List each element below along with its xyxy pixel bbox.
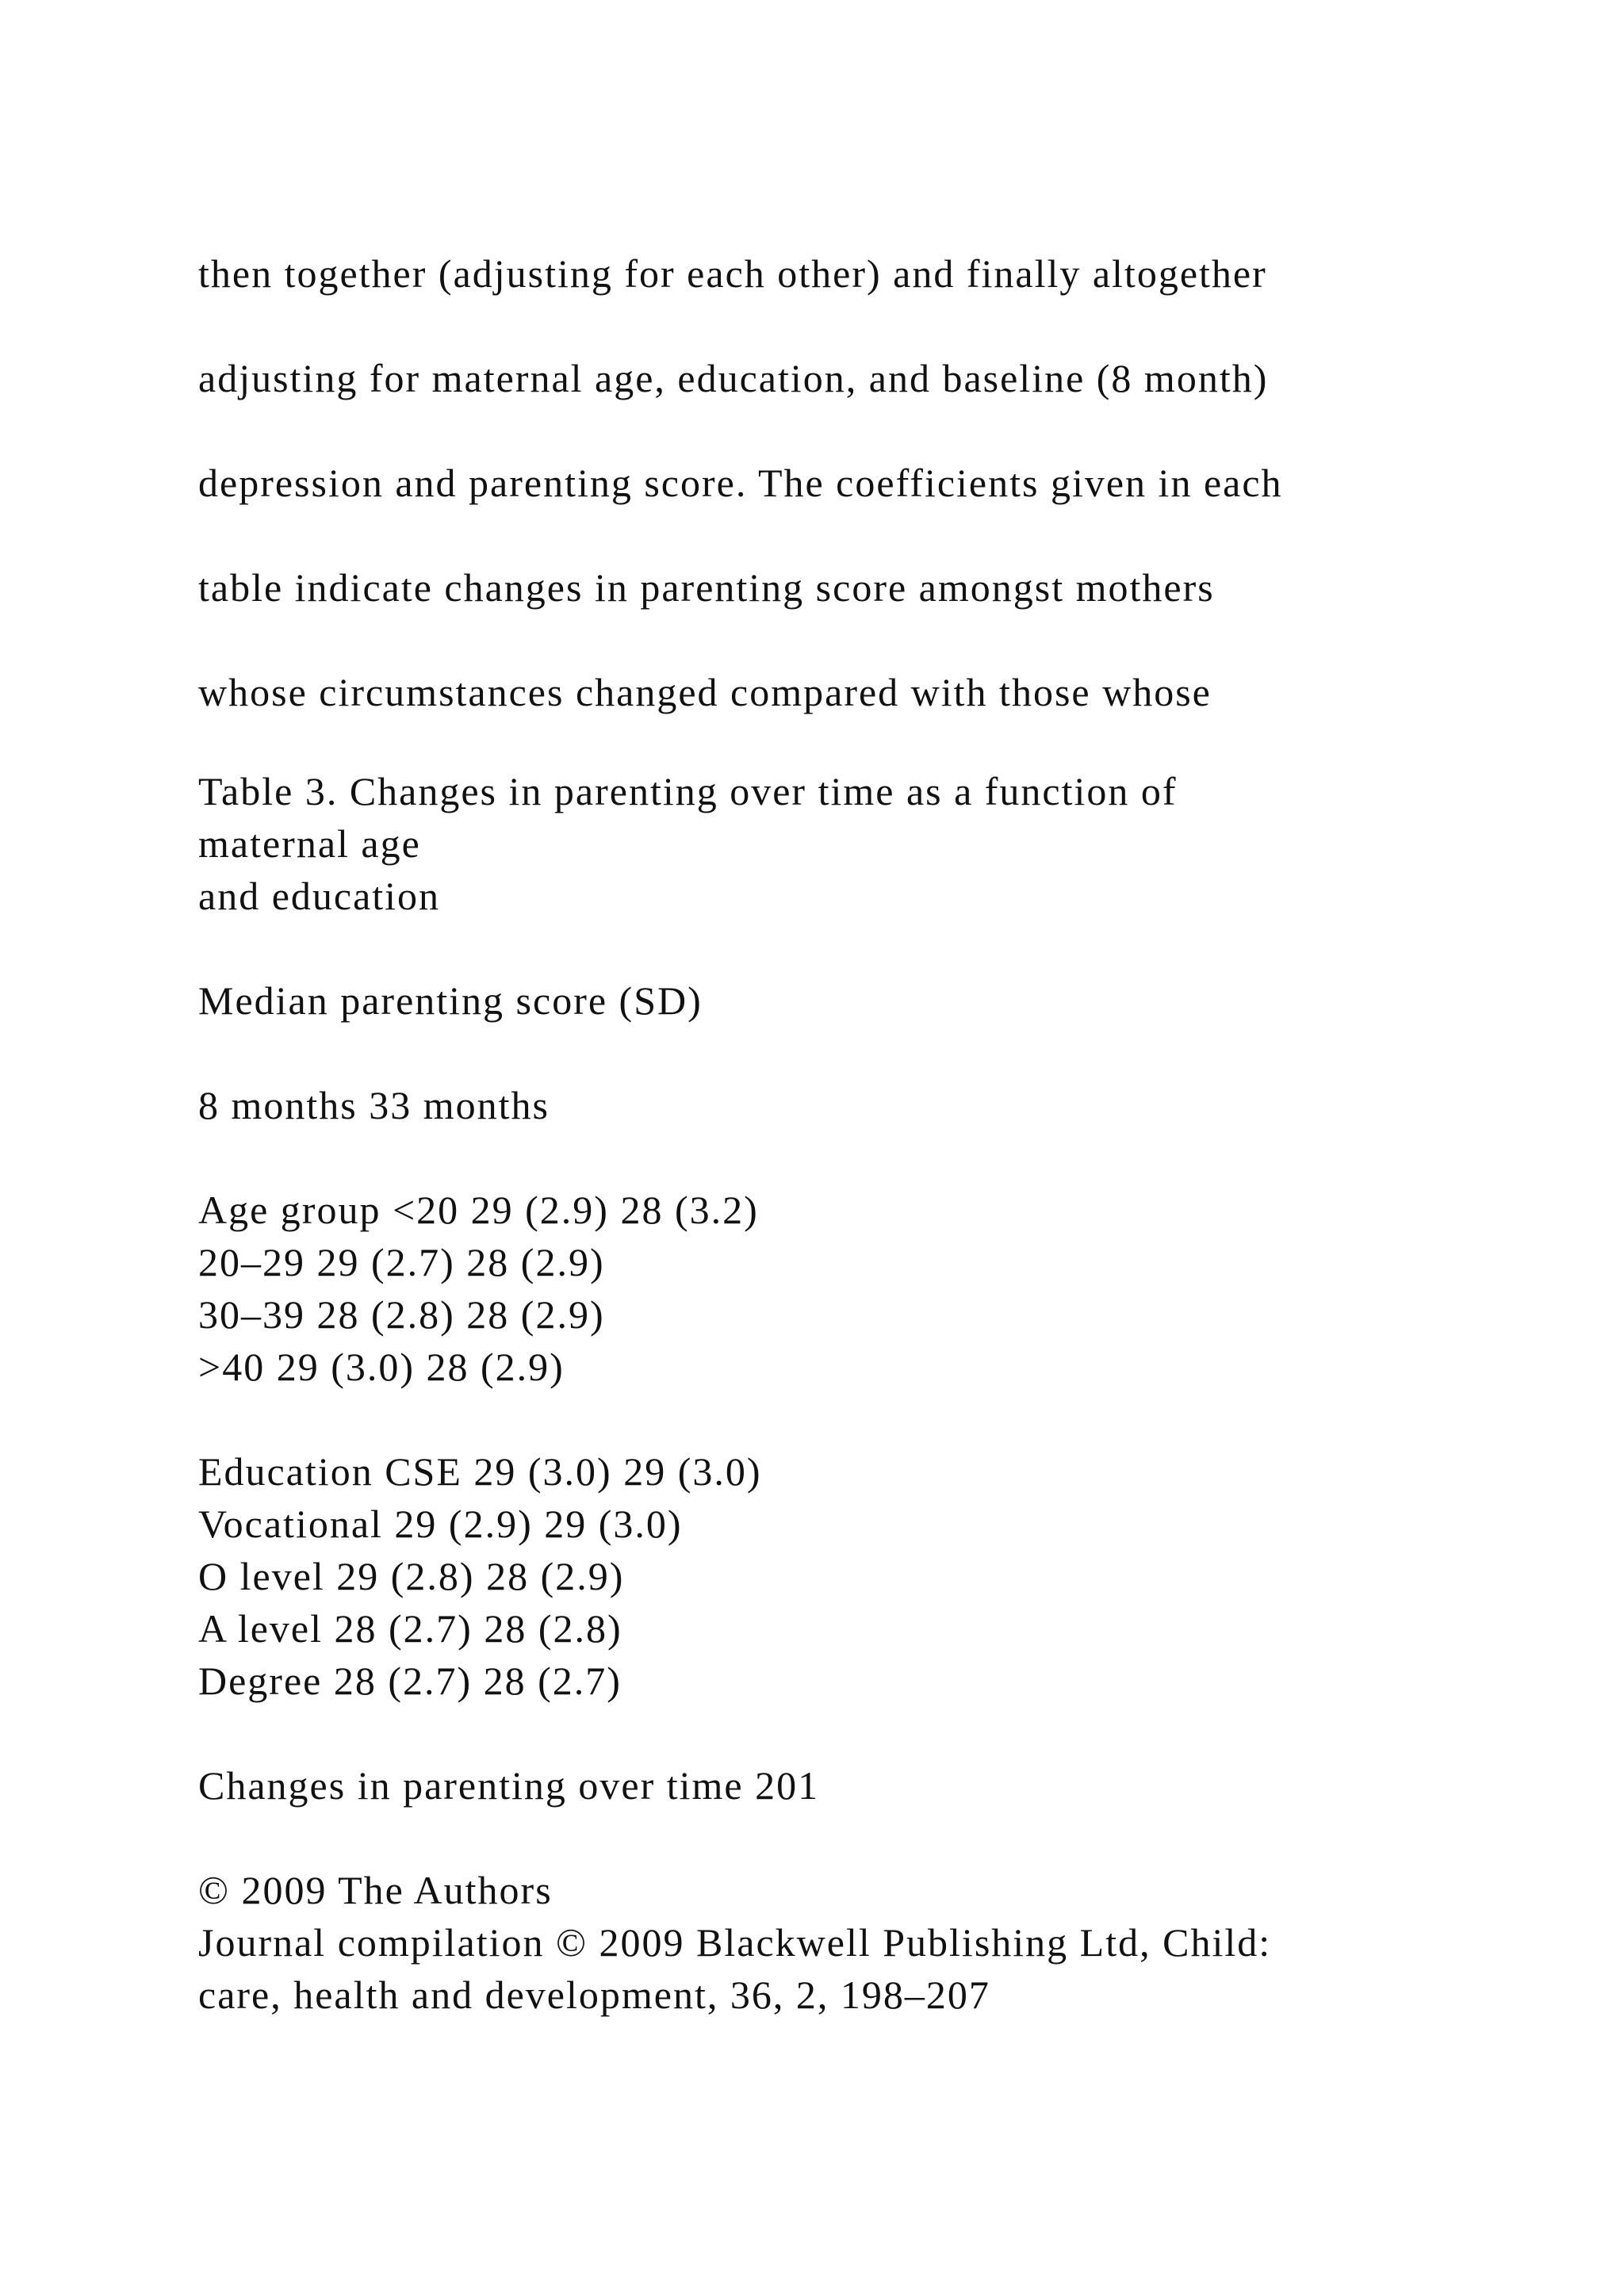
table-row: A level 28 (2.7) 28 (2.8) — [198, 1606, 622, 1651]
table-row: Age group <20 29 (2.9) 28 (3.2) — [198, 1188, 759, 1232]
table-column-headers: 8 months 33 months — [198, 1083, 550, 1127]
table-header — [198, 974, 1546, 1027]
table-row: O level 29 (2.8) 28 (2.9) — [198, 1554, 625, 1598]
table-row: 20–29 29 (2.7) 28 (2.9) — [198, 1240, 605, 1284]
table-row: 30–39 28 (2.8) 28 (2.9) — [198, 1292, 605, 1337]
running-head-line: Changes in parenting over time 201 — [198, 1763, 820, 1808]
table-caption — [198, 765, 1546, 922]
journal-line: care, health and development, 36, 2, 198–207 — [198, 1973, 990, 2017]
table-row: Education CSE 29 (3.0) 29 (3.0) — [198, 1449, 762, 1494]
document-page — [198, 242, 1546, 2021]
running-head — [198, 1759, 1546, 1812]
table-row: >40 29 (3.0) 28 (2.9) — [198, 1345, 565, 1389]
table-header-line: Median parenting score (SD) — [198, 978, 703, 1023]
education-rows — [198, 1445, 1546, 1707]
paragraph-line: then together (adjusting for each other) and finally altogether — [198, 251, 1267, 296]
journal-line: Journal compilation © 2009 Blackwell Publishing Ltd, Child: — [198, 1920, 1272, 1965]
paragraph-line: adjusting for maternal age, education, and baseline (8 month) — [198, 356, 1269, 400]
table-row: Vocational 29 (2.9) 29 (3.0) — [198, 1502, 683, 1546]
age-group-rows — [198, 1184, 1546, 1393]
paragraph-line: table indicate changes in parenting score amongst mothers — [198, 565, 1215, 610]
table-caption-line: maternal age — [198, 821, 421, 866]
table-caption-line: Table 3. Changes in parenting over time as a function of — [198, 769, 1178, 813]
table-columns — [198, 1079, 1546, 1131]
table-row: Degree 28 (2.7) 28 (2.7) — [198, 1659, 622, 1703]
paragraph-line: whose circumstances changed compared with those whose — [198, 670, 1212, 714]
paragraph-line: depression and parenting score. The coefficients given in each — [198, 461, 1283, 505]
copyright-line: © 2009 The Authors — [198, 1868, 553, 1912]
body-paragraph — [198, 242, 1546, 765]
copyright-block — [198, 1864, 1546, 2021]
table-caption-line: and education — [198, 874, 441, 918]
